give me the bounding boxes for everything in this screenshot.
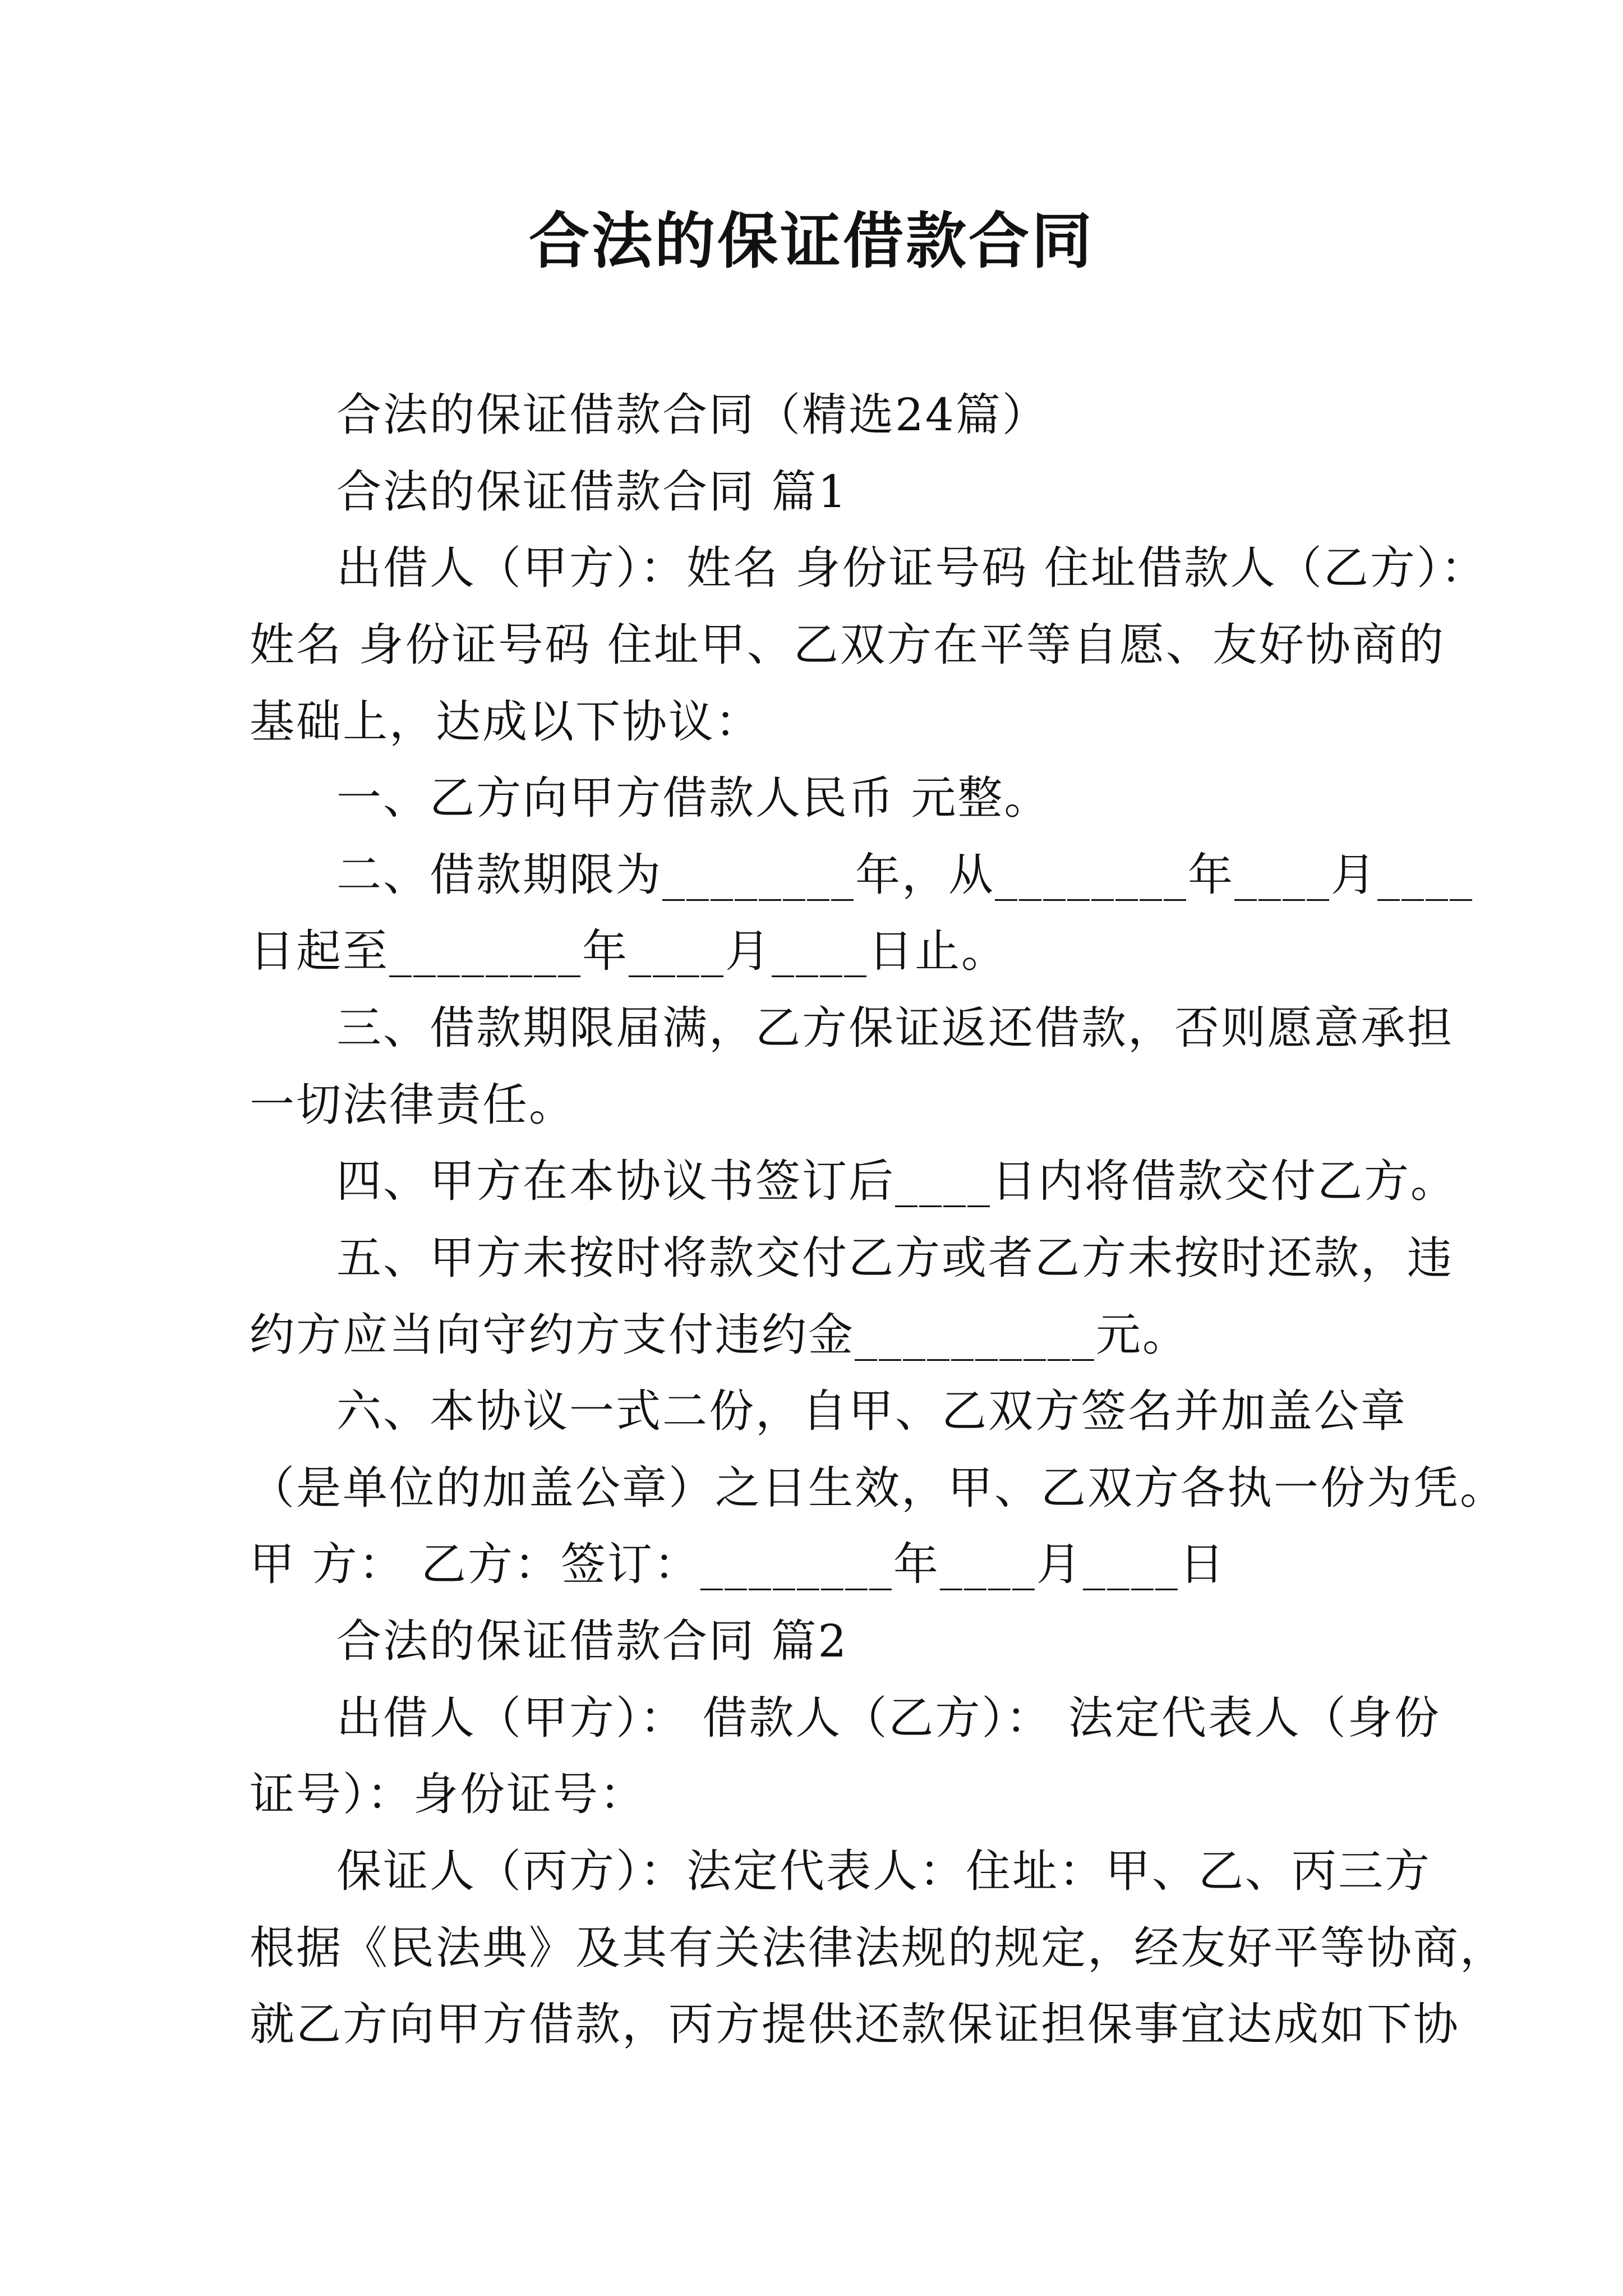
body-line: （是单位的加盖公章）之日生效，甲、乙双方各执一份为凭。 [250,1462,1506,1514]
body-line: 五、甲方未按时将款交付乙方或者乙方未按时还款，违 [336,1232,1454,1284]
body-line: 一、乙方向甲方借款人民币 元整。 [336,772,1051,824]
body-line: 三、借款期限届满，乙方保证返还借款，否则愿意承担 [336,1002,1454,1054]
body-line: 保证人（丙方）：法定代表人：住址：甲、乙、丙三方 [336,1845,1431,1897]
section-heading-1: 合法的保证借款合同 篇1 [336,466,849,518]
body-line: 日起至________年____月____日止。 [250,925,1008,977]
document-title: 合法的保证借款合同 [528,206,1094,277]
body-line: 一切法律责任。 [250,1079,575,1131]
body-line: 出借人（甲方）： 借款人（乙方）： 法定代表人（身份 [336,1692,1441,1744]
body-line: 姓名 身份证号码 住址甲、乙双方在平等自愿、友好协商的 [250,619,1445,671]
body-line: 根据《民法典》及其有关法律法规的规定，经友好平等协商， [250,1922,1506,1974]
body-line: 出借人（甲方）：姓名 身份证号码 住址借款人（乙方）： [336,542,1487,594]
signature-line: 甲 方： 乙方：签订：________年____月____日 [250,1538,1226,1590]
section-heading-2: 合法的保证借款合同 篇2 [336,1615,849,1667]
body-line: 证号）：身份证号： [250,1768,646,1820]
subtitle-line: 合法的保证借款合同（精选24篇） [336,389,1049,441]
body-line: 就乙方向甲方借款，丙方提供还款保证担保事宜达成如下协 [250,1998,1460,2050]
body-line: 六、本协议一式二份，自甲、乙双方签名并加盖公章 [336,1385,1407,1437]
body-line: 四、甲方在本协议书签订后____日内将借款交付乙方。 [336,1155,1457,1207]
body-line: 约方应当向守约方支付违约金__________元。 [250,1309,1189,1361]
body-line: 二、借款期限为________年，从________年____月____ [336,849,1474,901]
body-line: 基础上，达成以下协议： [250,696,762,748]
